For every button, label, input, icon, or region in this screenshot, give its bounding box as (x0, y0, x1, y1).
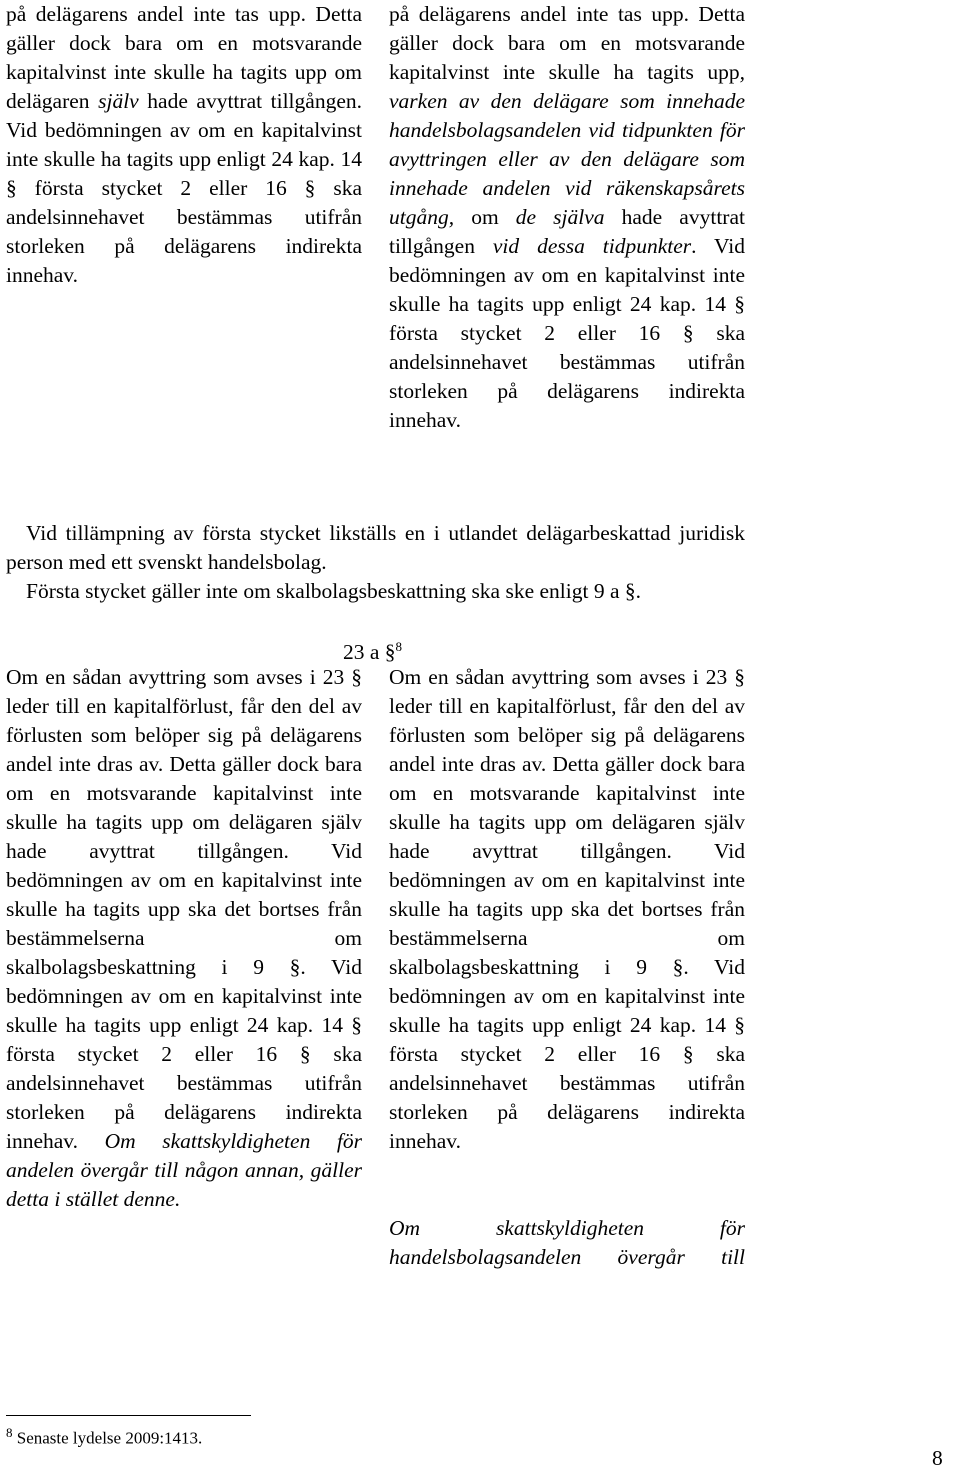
footnote-text: Senaste lydelse 2009:1413. (16, 1428, 203, 1448)
text-run: hade avyttrat tillgången (389, 205, 745, 258)
text-run: på delägarens andel inte tas upp. Detta gäller dock bara om en motsvarande kapitalvinst inte skulle ha tagits upp om delägaren (6, 2, 362, 113)
full-width-paragraph-2: Första stycket gäller inte om skalbolagsbeskattning ska ske enligt 9 a §. (26, 579, 642, 603)
footnote-rule (6, 1415, 251, 1416)
bottom-left-paragraph (6, 663, 362, 1214)
bottom-left-column (6, 663, 362, 1214)
bottom-right-paragraph (389, 663, 745, 1156)
section-heading-text: 23 a § (342, 640, 396, 665)
italic-text-run: Om skattskyldigheten för andelen övergår till någon annan, gäller detta i stället denne. (6, 1129, 362, 1211)
top-left-column (6, 0, 362, 290)
bottom-right-paragraph-2-text: Om skattskyldigheten för handelsbolagsandelen övergår till (389, 1216, 745, 1269)
bottom-right-paragraph-2 (389, 1214, 745, 1272)
full-width-text (6, 519, 745, 606)
italic-text-run: de själva (515, 205, 605, 229)
text-run: Om en sådan avyttring som avses i 23 § leder till en kapitalförlust, får den del av förlusten som belöper sig på delägarens andel inte dras av. Detta gäller dock bara om en motsvarande kapitalvinst inte skulle ha tagits upp om delägaren själv hade avyttrat tillgången. Vid bedömningen av om en kapitalvinst inte skulle ha tagits upp ska det bortses från bestämmelserna om skalbolagsbeskattning i 9 §. Vid bedömningen av om en kapitalvinst inte skulle ha tagits upp enligt 24 kap. 14 § första stycket 2 eller 16 § ska andelsinnehavet bestämmas utifrån storleken på delägarens indirekta innehav. (389, 665, 745, 1153)
text-run: på delägarens andel inte tas upp. Detta gäller dock bara om en motsvarande kapitalvinst inte skulle ha tagits upp (389, 2, 745, 84)
top-left-paragraph (6, 0, 362, 290)
text-run: hade avyttrat tillgången. Vid bedömningen av om en kapitalvinst inte skulle ha tagits upp enligt 24 kap. 14 § första stycket 2 eller 16 § ska andelsinnehavet bestämmas utifrån storleken på delägarens indirekta innehav. (6, 89, 362, 287)
top-right-paragraph (389, 0, 745, 435)
full-width-paragraph-1: Vid tillämpning av första stycket likställs en i utlandet delägarbeskattad juridisk person med ett svenskt handelsbolag. (6, 521, 745, 574)
italic-text-run: själv (98, 89, 139, 113)
page-number: 8 (932, 1446, 943, 1470)
footnote (6, 1422, 202, 1450)
text-run: Om en sådan avyttring som avses i 23 § leder till en kapitalförlust, får den del av förlusten som belöper sig på delägarens andel inte dras av. Detta gäller dock bara om en motsvarande kapitalvinst inte skulle ha tagits upp om delägaren själv hade avyttrat tillgången. Vid bedömningen av om en kapitalvinst inte skulle ha tagits upp ska det bortses från bestämmelserna om skalbolagsbeskattning i 9 §. Vid bedömningen av om en kapitalvinst inte skulle ha tagits upp enligt 24 kap. 14 § första stycket 2 eller 16 § ska andelsinnehavet bestämmas utifrån storleken på delägarens indirekta innehav. (6, 665, 362, 1153)
footnote-mark: 8 (6, 1425, 13, 1440)
top-right-column (389, 0, 745, 435)
section-footnote-ref: 8 (395, 639, 403, 654)
text-run: om (454, 205, 516, 229)
italic-text-run: vid dessa tidpunkter (492, 234, 692, 258)
text-run: . Vid bedömningen av om en kapitalvinst inte skulle ha tagits upp enligt 24 kap. 14 § första stycket 2 eller 16 § ska andelsinnehavet bestämmas utifrån storleken på delägarens indirekta innehav. (389, 234, 745, 432)
bottom-right-column (389, 663, 745, 1272)
italic-text-run: , varken av den delägare som innehade handelsbolagsandelen vid tidpunkten för avyttringen eller av den delägare som innehade andelen vid räkenskapsårets utgång, (389, 60, 745, 229)
section-heading (0, 632, 745, 667)
